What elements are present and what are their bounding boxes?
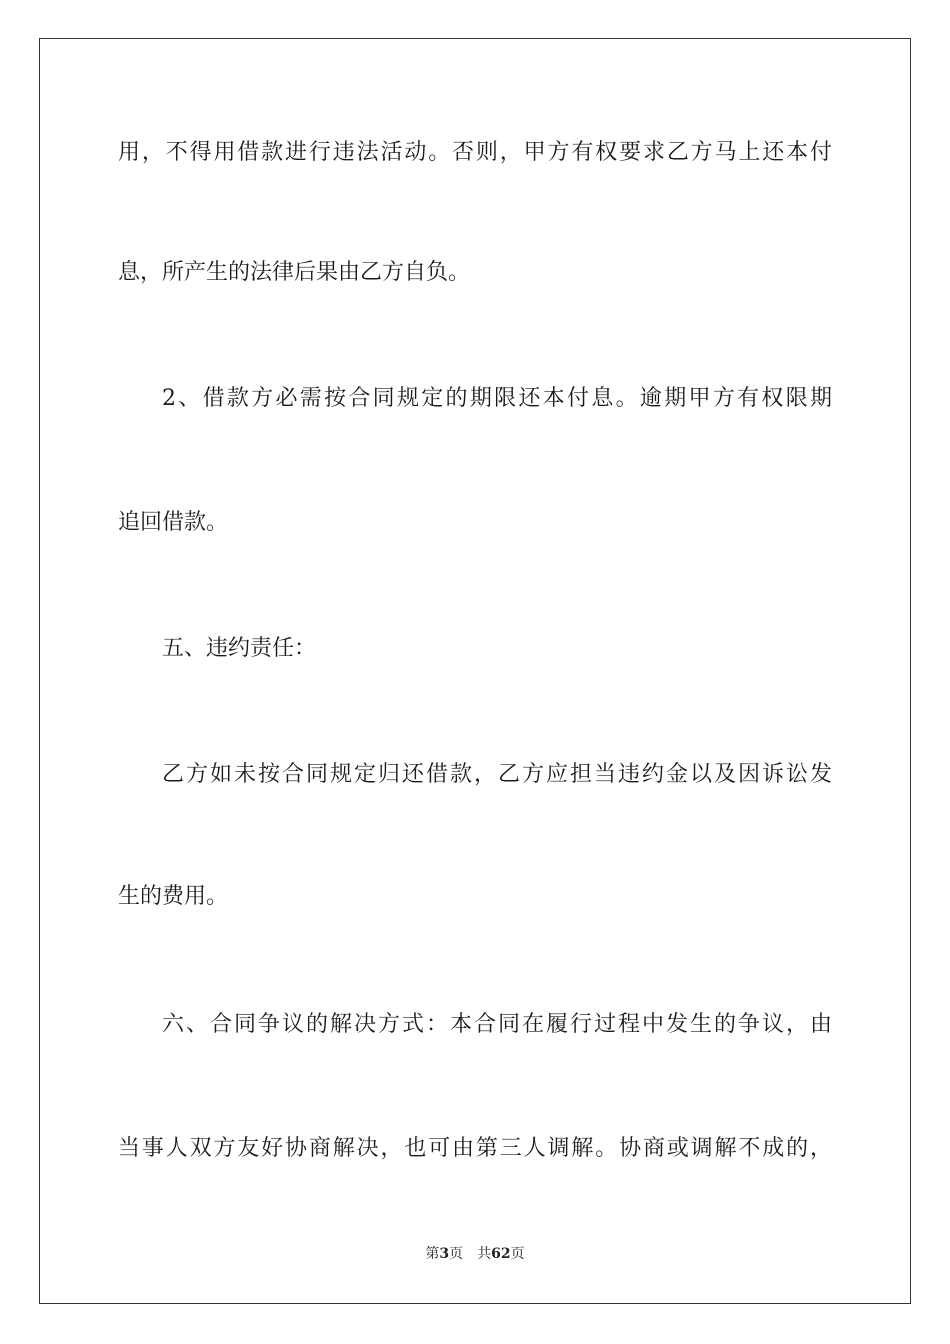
body-line-2: 息，所产生的法律后果由乙方自负。	[118, 260, 471, 285]
body-line-6: 乙方如未按合同规定归还借款，乙方应担当违约金以及因诉讼发	[162, 762, 832, 787]
footer-total-prefix: 共	[477, 1246, 492, 1262]
body-line-3: 2、借款方必需按合同规定的期限还本付息。逾期甲方有权限期	[162, 386, 832, 411]
body-line-8: 六、合同争议的解决方式：本合同在履行过程中发生的争议，由	[162, 1012, 832, 1037]
body-line-4: 追回借款。	[118, 510, 229, 535]
footer-total-unit: 页	[510, 1246, 525, 1262]
page-footer	[0, 1244, 950, 1264]
footer-page-prefix: 第	[425, 1246, 440, 1262]
body-line-1: 用，不得用借款进行违法活动。否则，甲方有权要求乙方马上还本付	[118, 140, 832, 165]
page-border	[39, 38, 911, 1304]
footer-page-unit: 页	[449, 1246, 464, 1262]
body-line-7: 生的费用。	[118, 884, 229, 909]
body-line-9: 当事人双方友好协商解决，也可由第三人调解。协商或调解不成的，	[118, 1136, 832, 1161]
footer-page-total: 62	[491, 1246, 511, 1262]
section-heading-breach: 五、违约责任：	[162, 636, 317, 661]
footer-page-current: 3	[439, 1246, 450, 1262]
